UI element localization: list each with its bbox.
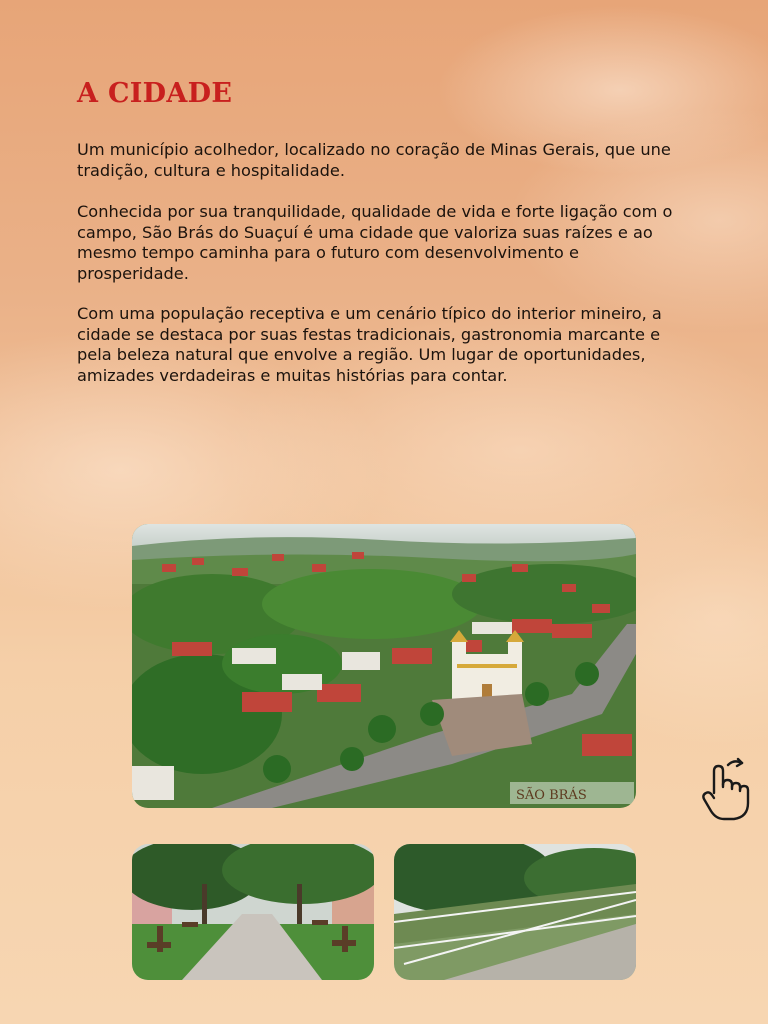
town-square-photo	[132, 844, 374, 980]
page-title: A CIDADE	[77, 78, 233, 109]
sports-field-photo	[394, 844, 636, 980]
culture-paragraph: Com uma população receptiva e um cenário típico do interior mineiro, a cidade se destaca por suas festas tradicionais, gastronomia marcante e pela beleza natural que envolve a região. Um lugar de oportunidades, amizades verdadeiras e muitas histórias para contar.	[77, 304, 662, 385]
photo-watermark: SÃO BRÁS	[516, 788, 587, 803]
description-paragraph: Conhecida por sua tranquilidade, qualidade de vida e forte ligação com o campo, São Brás do Suaçuí é uma cidade que valoriza suas raízes e ao mesmo tempo caminha para o futuro com desenvolvimento e prosperidade.	[77, 202, 673, 283]
hand-swipe-icon[interactable]	[700, 757, 752, 823]
intro-paragraph: Um município acolhedor, localizado no coração de Minas Gerais, que une tradição, cultura e hospitalidade.	[77, 140, 671, 180]
aerial-town-photo	[132, 524, 636, 808]
